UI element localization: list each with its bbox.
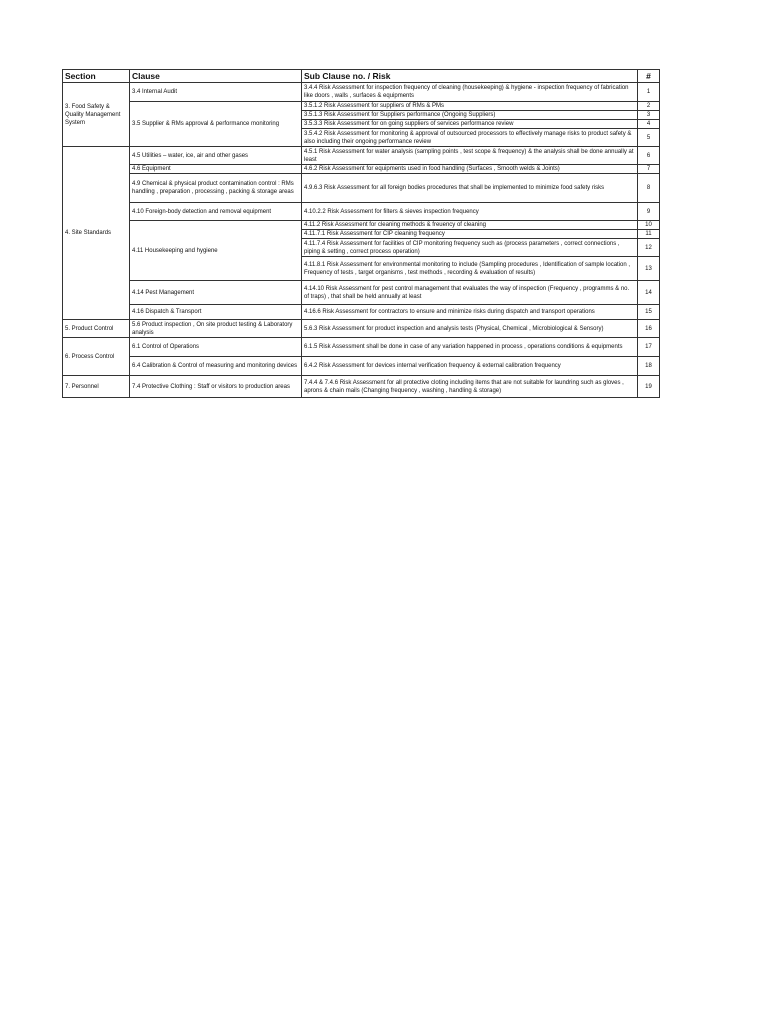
- table-row: [63, 203, 660, 221]
- risk-cell: 4.6.2 Risk Assessment for equipments used in food handling (Surfaces , Smooth welds & Joints): [302, 165, 638, 174]
- risk-number: 14: [638, 281, 660, 305]
- risk-number: 8: [638, 174, 660, 203]
- section-cell: 7. Personnel: [63, 376, 130, 398]
- risk-cell: 3.5.1.2 Risk Assessment for suppliers of RMs & PMs: [302, 102, 638, 111]
- risk-cell: 5.6.3 Risk Assessment for product inspection and analysis tests (Physical, Chemical , Microbiological & Sensory): [302, 320, 638, 338]
- table-row: [63, 281, 660, 305]
- risk-cell: 4.14.10 Risk Assessment for pest control management that evaluates the way of inspection (Frequency , programms & no. of traps) , that shall be held annually at least: [302, 281, 638, 305]
- table-row: [63, 147, 660, 165]
- risk-cell: 3.5.3.3 Risk Assessment for on going suppliers of services performance review: [302, 120, 638, 129]
- section-cell: 3. Food Safety & Quality Management System: [63, 83, 130, 147]
- risk-cell: 6.4.2 Risk Assessment for devices internal verification frequency & external calibration frequency: [302, 357, 638, 376]
- table-row: [63, 305, 660, 320]
- risk-assessment-table: [62, 69, 660, 398]
- clause-cell: 4.6 Equipment: [130, 165, 302, 174]
- header-number: #: [638, 70, 660, 83]
- risk-number: 12: [638, 239, 660, 257]
- risk-number: 15: [638, 305, 660, 320]
- clause-cell: 4.9 Chemical & physical product contamination control : RMs handling , preparation , processing , packing & storage areas: [130, 174, 302, 203]
- clause-cell: 4.16 Dispatch & Transport: [130, 305, 302, 320]
- risk-number: 6: [638, 147, 660, 165]
- table-row: [63, 320, 660, 338]
- risk-cell: 7.4.4 & 7.4.6 Risk Assessment for all protective cloting including items that are not suitable for laundring such as gloves , aprons & chain mails (Changing frequency , washing , handling & storage): [302, 376, 638, 398]
- header-clause: Clause: [130, 70, 302, 83]
- risk-number: 10: [638, 221, 660, 230]
- risk-number: 2: [638, 102, 660, 111]
- risk-number: 5: [638, 129, 660, 147]
- clause-cell: 3.4 Internal Audit: [130, 83, 302, 102]
- risk-number: 16: [638, 320, 660, 338]
- risk-number: 9: [638, 203, 660, 221]
- risk-cell: 4.9.6.3 Risk Assessment for all foreign bodies procedures that shall be implemented to minimize food safety risks: [302, 174, 638, 203]
- risk-cell: 4.11.8.1 Risk Assessment for environmental monitoring to include (Sampling procedures , Identification of sample location , Frequency of tests , target organisms , test methods , recording & evaluation of results): [302, 257, 638, 281]
- table-row: [63, 338, 660, 357]
- clause-cell: 5.6 Product inspection , On site product testing & Laboratory analysis: [130, 320, 302, 338]
- table-row: [63, 221, 660, 230]
- table-row: [63, 102, 660, 111]
- clause-cell: 4.5 Utilities – water, ice, air and other gases: [130, 147, 302, 165]
- risk-number: 7: [638, 165, 660, 174]
- table-header-row: [63, 70, 660, 83]
- table-row: [63, 165, 660, 174]
- clause-cell: 6.1 Control of Operations: [130, 338, 302, 357]
- risk-cell: 4.11.7.4 Risk Assessment for facilities of CIP monitoring frequency such as (process parameters , correct connections , piping & setting , correct process operation): [302, 239, 638, 257]
- table-row: [63, 357, 660, 376]
- section-cell: 6. Process Control: [63, 338, 130, 376]
- risk-cell: 4.5.1 Risk Assessment for water analysis (sampling points , test scope & frequency) & the analysis shall be done annually at least: [302, 147, 638, 165]
- risk-number: 4: [638, 120, 660, 129]
- table-row: [63, 83, 660, 102]
- header-sub-clause: Sub Clause no. / Risk: [302, 70, 638, 83]
- header-section: Section: [63, 70, 130, 83]
- table-row: [63, 174, 660, 203]
- clause-cell: 3.5 Supplier & RMs approval & performance monitoring: [130, 102, 302, 147]
- risk-cell: 4.11.7.1 Risk Assessment for CIP cleaning frequency: [302, 230, 638, 239]
- risk-cell: 3.5.1.3 Risk Assessment for Suppliers performance (Ongoing Suppliers): [302, 111, 638, 120]
- clause-cell: 4.14 Pest Management: [130, 281, 302, 305]
- table-row: [63, 376, 660, 398]
- section-cell: 4. Site Standards: [63, 147, 130, 320]
- risk-number: 13: [638, 257, 660, 281]
- risk-cell: 3.5.4.2 Risk Assessment for monitoring & approval of outsourced processors to effectively manage risks to product safety & also including their ongoing performance review: [302, 129, 638, 147]
- risk-cell: 3.4.4 Risk Assessment for inspection frequency of cleaning (housekeeping) & hygiene - inspection frequency of fabrication like doors , walls , surfaces & equipments: [302, 83, 638, 102]
- clause-cell: 4.10 Foreign-body detection and removal equipment: [130, 203, 302, 221]
- risk-number: 3: [638, 111, 660, 120]
- risk-cell: 6.1.5 Risk Assessment shall be done in case of any variation happened in process , operations conditions & equipments: [302, 338, 638, 357]
- risk-number: 17: [638, 338, 660, 357]
- risk-number: 18: [638, 357, 660, 376]
- risk-number: 11: [638, 230, 660, 239]
- risk-number: 1: [638, 83, 660, 102]
- risk-cell: 4.16.6 Risk Assessment for contractors to ensure and minimize risks during dispatch and transport operations: [302, 305, 638, 320]
- section-cell: 5. Product Control: [63, 320, 130, 338]
- clause-cell: 4.11 Housekeeping and hygiene: [130, 221, 302, 281]
- risk-cell: 4.10.2.2 Risk Assessment for filters & sieves inspection frequency: [302, 203, 638, 221]
- risk-cell: 4.11.2 Risk Assessment for cleaning methods & freuency of cleaning: [302, 221, 638, 230]
- clause-cell: 6.4 Calibration & Control of measuring and monitoring devices: [130, 357, 302, 376]
- clause-cell: 7.4 Protective Clothing : Staff or visitors to production areas: [130, 376, 302, 398]
- risk-number: 19: [638, 376, 660, 398]
